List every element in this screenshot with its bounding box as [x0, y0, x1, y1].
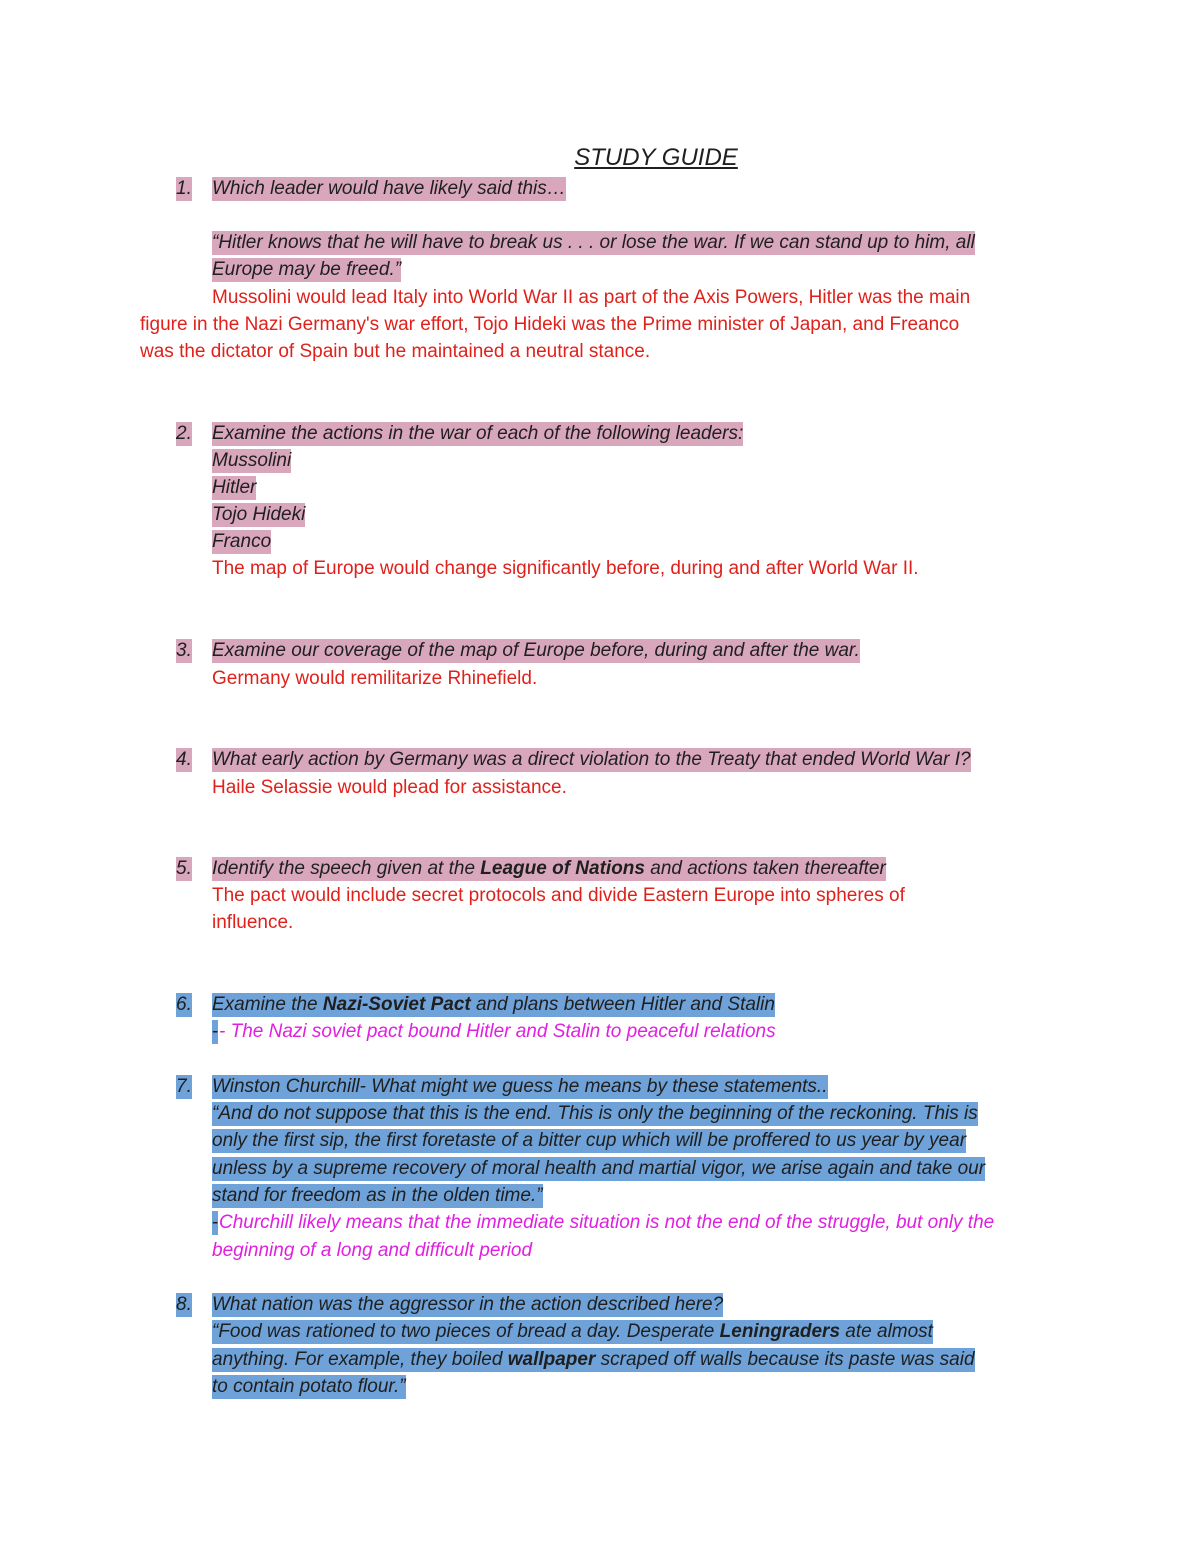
question-number: 8. [176, 1294, 192, 1315]
quote-line: unless by a supreme recovery of moral health and martial vigor, we arise again and take our [212, 1158, 986, 1179]
answer-line: Churchill likely means that the immediate situation is not the end of the struggle, but only the [219, 1212, 995, 1233]
question-text: Winston Churchill- What might we guess he means by these statements.. [212, 1076, 828, 1097]
leader-item: Franco [212, 531, 272, 552]
answer-line: beginning of a long and difficult period [212, 1240, 533, 1261]
answer-dash: - [212, 1021, 219, 1042]
answer-line: Haile Selassie would plead for assistance. [212, 777, 567, 798]
quote-line: only the first sip, the first foretaste of a bitter cup which will be proffered to us year by year [212, 1130, 967, 1151]
answer-line: influence. [212, 912, 294, 933]
quote-line: stand for freedom as in the olden time.” [212, 1185, 543, 1206]
quote-line: anything. For example, they boiled wallpaper scraped off walls because its paste was said [212, 1349, 975, 1370]
answer-line: The map of Europe would change significantly before, during and after World War II. [212, 558, 919, 579]
question-text: Examine our coverage of the map of Europe before, during and after the war. [212, 640, 860, 661]
question-number: 7. [176, 1076, 192, 1097]
quote-line: “Food was rationed to two pieces of bread a day. Desperate Leningraders ate almost [212, 1321, 933, 1342]
question-text: What nation was the aggressor in the action described here? [212, 1294, 724, 1315]
quote-line: to contain potato flour.” [212, 1376, 406, 1397]
question-number: 2. [176, 423, 192, 444]
question-number: 6. [176, 994, 192, 1015]
page-title: STUDY GUIDE [574, 144, 738, 171]
quote-line: Europe may be freed.” [212, 259, 402, 280]
question-text: Which leader would have likely said this… [212, 178, 566, 199]
answer-line: Germany would remilitarize Rhinefield. [212, 668, 538, 689]
question-number: 3. [176, 640, 192, 661]
answer-dash: - [212, 1212, 219, 1233]
answer-line: was the dictator of Spain but he maintained a neutral stance. [140, 341, 651, 362]
question-text: What early action by Germany was a direct violation to the Treaty that ended World War I? [212, 749, 971, 770]
answer-line: - The Nazi soviet pact bound Hitler and Stalin to peaceful relations [219, 1021, 776, 1042]
question-number: 4. [176, 749, 192, 770]
question-number: 5. [176, 858, 192, 879]
quote-line: “And do not suppose that this is the end. This is only the beginning of the reckoning. This is [212, 1103, 978, 1124]
question-text: Examine the actions in the war of each of the following leaders: [212, 423, 744, 444]
leader-item: Mussolini [212, 450, 292, 471]
leader-item: Hitler [212, 477, 257, 498]
answer-line: figure in the Nazi Germany's war effort, Tojo Hideki was the Prime minister of Japan, and Freanco [140, 314, 960, 335]
quote-line: “Hitler knows that he will have to break us . . . or lose the war. If we can stand up to him, all [212, 232, 975, 253]
question-text: Examine the Nazi-Soviet Pact and plans between Hitler and Stalin [212, 994, 775, 1015]
question-number: 1. [176, 178, 192, 199]
answer-line: The pact would include secret protocols and divide Eastern Europe into spheres of [212, 885, 905, 906]
answer-line: Mussolini would lead Italy into World War II as part of the Axis Powers, Hitler was the main [212, 287, 971, 308]
leader-item: Tojo Hideki [212, 504, 306, 525]
question-text: Identify the speech given at the League of Nations and actions taken thereafter [212, 858, 886, 879]
